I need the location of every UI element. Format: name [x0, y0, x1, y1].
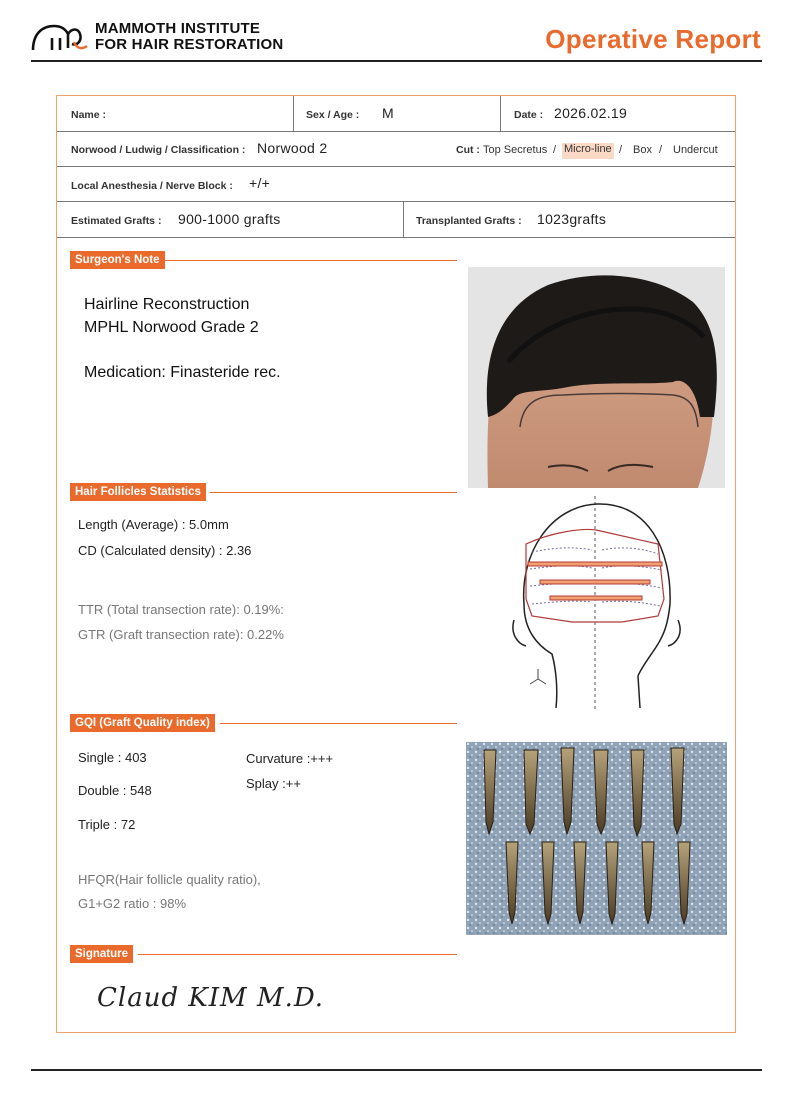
section-line	[165, 260, 457, 261]
mammoth-logo-icon	[30, 20, 90, 52]
stat-calculated-density: CD (Calculated density) : 2.36	[78, 543, 252, 558]
sex-age-label: Sex / Age :	[306, 109, 360, 121]
transplanted-grafts-value: 1023grafts	[537, 211, 607, 227]
donor-area-diagram	[512, 494, 727, 712]
classification-value: Norwood 2	[257, 140, 328, 156]
section-line	[138, 954, 457, 955]
name-label: Name :	[71, 109, 107, 121]
surgeon-note-section	[70, 251, 457, 269]
hairline-photo	[468, 267, 725, 488]
row-divider	[403, 202, 404, 237]
gqi-section	[70, 714, 457, 732]
cut-separator: /	[659, 144, 663, 156]
gqi-hfqr-line-2: G1+G2 ratio : 98%	[78, 896, 187, 911]
gqi-splay: Splay :++	[246, 776, 301, 791]
cut-option-micro-line: Micro-line	[562, 143, 614, 159]
gqi-triple: Triple : 72	[78, 817, 136, 832]
section-line	[210, 492, 457, 493]
estimated-grafts-value: 900-1000 grafts	[178, 211, 281, 227]
report-frame	[56, 95, 736, 1033]
gqi-curvature: Curvature :+++	[246, 751, 334, 766]
date-label: Date :	[514, 109, 544, 121]
report-title: Operative Report	[545, 24, 761, 54]
gqi-hfqr-line-1: HFQR(Hair follicle quality ratio),	[78, 872, 261, 887]
gqi-heading: GQI (Graft Quality index)	[70, 714, 215, 732]
info-row-anesthesia	[57, 167, 735, 202]
info-row-name	[57, 96, 735, 132]
signature-heading: Signature	[70, 945, 133, 963]
header-divider	[31, 60, 762, 62]
surgeon-note-heading: Surgeon's Note	[70, 251, 165, 269]
follicle-stats-section	[70, 483, 457, 501]
logo-text	[95, 21, 283, 53]
section-line	[220, 723, 457, 724]
gqi-single: Single : 403	[78, 750, 147, 765]
info-row-grafts	[57, 202, 735, 238]
cut-option-box: Box	[633, 144, 652, 156]
cut-separator: /	[619, 144, 623, 156]
anesthesia-value: +/+	[249, 175, 271, 191]
row-divider	[500, 96, 501, 131]
surgeon-note-line-2: MPHL Norwood Grade 2	[84, 319, 259, 336]
cut-separator: /	[553, 144, 557, 156]
surgeon-note-line-1: Hairline Reconstruction	[84, 296, 250, 313]
gqi-double: Double : 548	[78, 783, 152, 798]
footer-divider	[31, 1069, 762, 1071]
sex-age-value: M	[382, 105, 394, 121]
classification-label: Norwood / Ludwig / Classification :	[71, 144, 246, 156]
logo-line-2: FOR HAIR RESTORATION	[95, 36, 284, 53]
row-divider	[293, 96, 294, 131]
info-row-classification	[57, 132, 735, 167]
cut-option-undercut: Undercut	[673, 144, 718, 156]
cut-option-top-secretus: Top Secretus	[483, 144, 548, 156]
stat-ttr: TTR (Total transection rate): 0.19%:	[78, 602, 284, 617]
follicle-stats-heading: Hair Follicles Statistics	[70, 483, 206, 501]
signature-text: Claud KIM M.D.	[97, 983, 325, 1013]
signature-section	[70, 945, 457, 963]
cut-label: Cut :	[456, 144, 480, 156]
logo-line-1: MAMMOTH INSTITUTE	[95, 20, 261, 37]
transplanted-grafts-label: Transplanted Grafts :	[416, 215, 522, 227]
surgeon-note-medication: Medication: Finasteride rec.	[84, 364, 281, 381]
stat-length: Length (Average) : 5.0mm	[78, 517, 229, 532]
graft-sample-photo	[466, 742, 727, 935]
estimated-grafts-label: Estimated Grafts :	[71, 215, 162, 227]
date-value: 2026.02.19	[554, 105, 628, 121]
anesthesia-label: Local Anesthesia / Nerve Block :	[71, 180, 233, 192]
stat-gtr: GTR (Graft transection rate): 0.22%	[78, 627, 284, 642]
